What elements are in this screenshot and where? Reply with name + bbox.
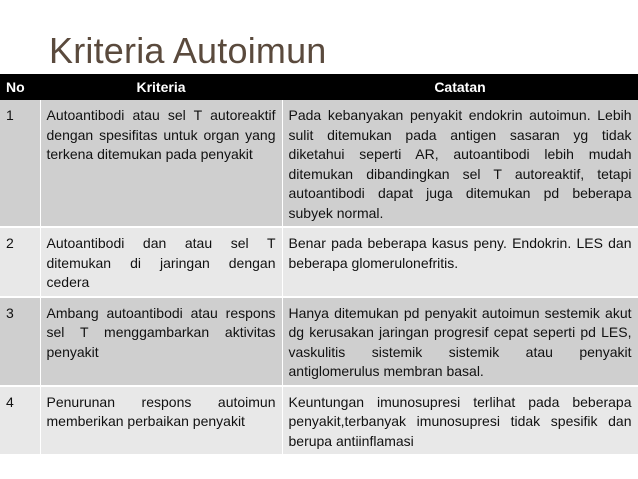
- row-kriteria: Autoantibodi atau sel T autoreaktif dengan spesifitas untuk organ yang terkena ditemukan pada penyakit: [40, 100, 282, 227]
- row-number: 3: [0, 297, 40, 386]
- row-catatan: Benar pada beberapa kasus peny. Endokrin. LES dan beberapa glomerulonefritis.: [282, 227, 638, 297]
- row-catatan: Pada kebanyakan penyakit endokrin autoimun. Lebih sulit ditemukan pada antigen sasaran yg tidak diketahui seperti AR, autoantibodi lebih mudah ditemukan dibandingkan sel T autoreaktif, tetapi autoantibodi dapat juga ditemukan pd beberapa subyek normal.: [282, 100, 638, 227]
- header-catatan: Catatan: [282, 74, 638, 100]
- row-catatan: Keuntungan imunosupresi terlihat pada beberapa penyakit,terbanyak imunosupresi tidak spesifik dan berupa antiinflamasi: [282, 386, 638, 456]
- header-kriteria: Kriteria: [40, 74, 282, 100]
- row-number: 4: [0, 386, 40, 456]
- table-row: [0, 386, 638, 456]
- page-title: Kriteria Autoimun: [49, 30, 327, 71]
- row-kriteria: Penurunan respons autoimun memberikan perbaikan penyakit: [40, 386, 282, 456]
- table-header-row: [0, 74, 638, 100]
- row-catatan: Hanya ditemukan pd penyakit autoimun sestemik akut dg kerusakan jaringan progresif cepat seperti pd LES, vaskulitis sistemik sistemik atau penyakit antiglomerulus membran basal.: [282, 297, 638, 386]
- row-kriteria: Ambang autoantibodi atau respons sel T menggambarkan aktivitas penyakit: [40, 297, 282, 386]
- table-row: [0, 100, 638, 227]
- table-row: [0, 227, 638, 297]
- row-number: 2: [0, 227, 40, 297]
- criteria-table: [0, 74, 638, 456]
- row-kriteria: Autoantibodi dan atau sel T ditemukan di jaringan dengan cedera: [40, 227, 282, 297]
- row-number: 1: [0, 100, 40, 227]
- header-no: No: [0, 74, 40, 100]
- table-row: [0, 297, 638, 386]
